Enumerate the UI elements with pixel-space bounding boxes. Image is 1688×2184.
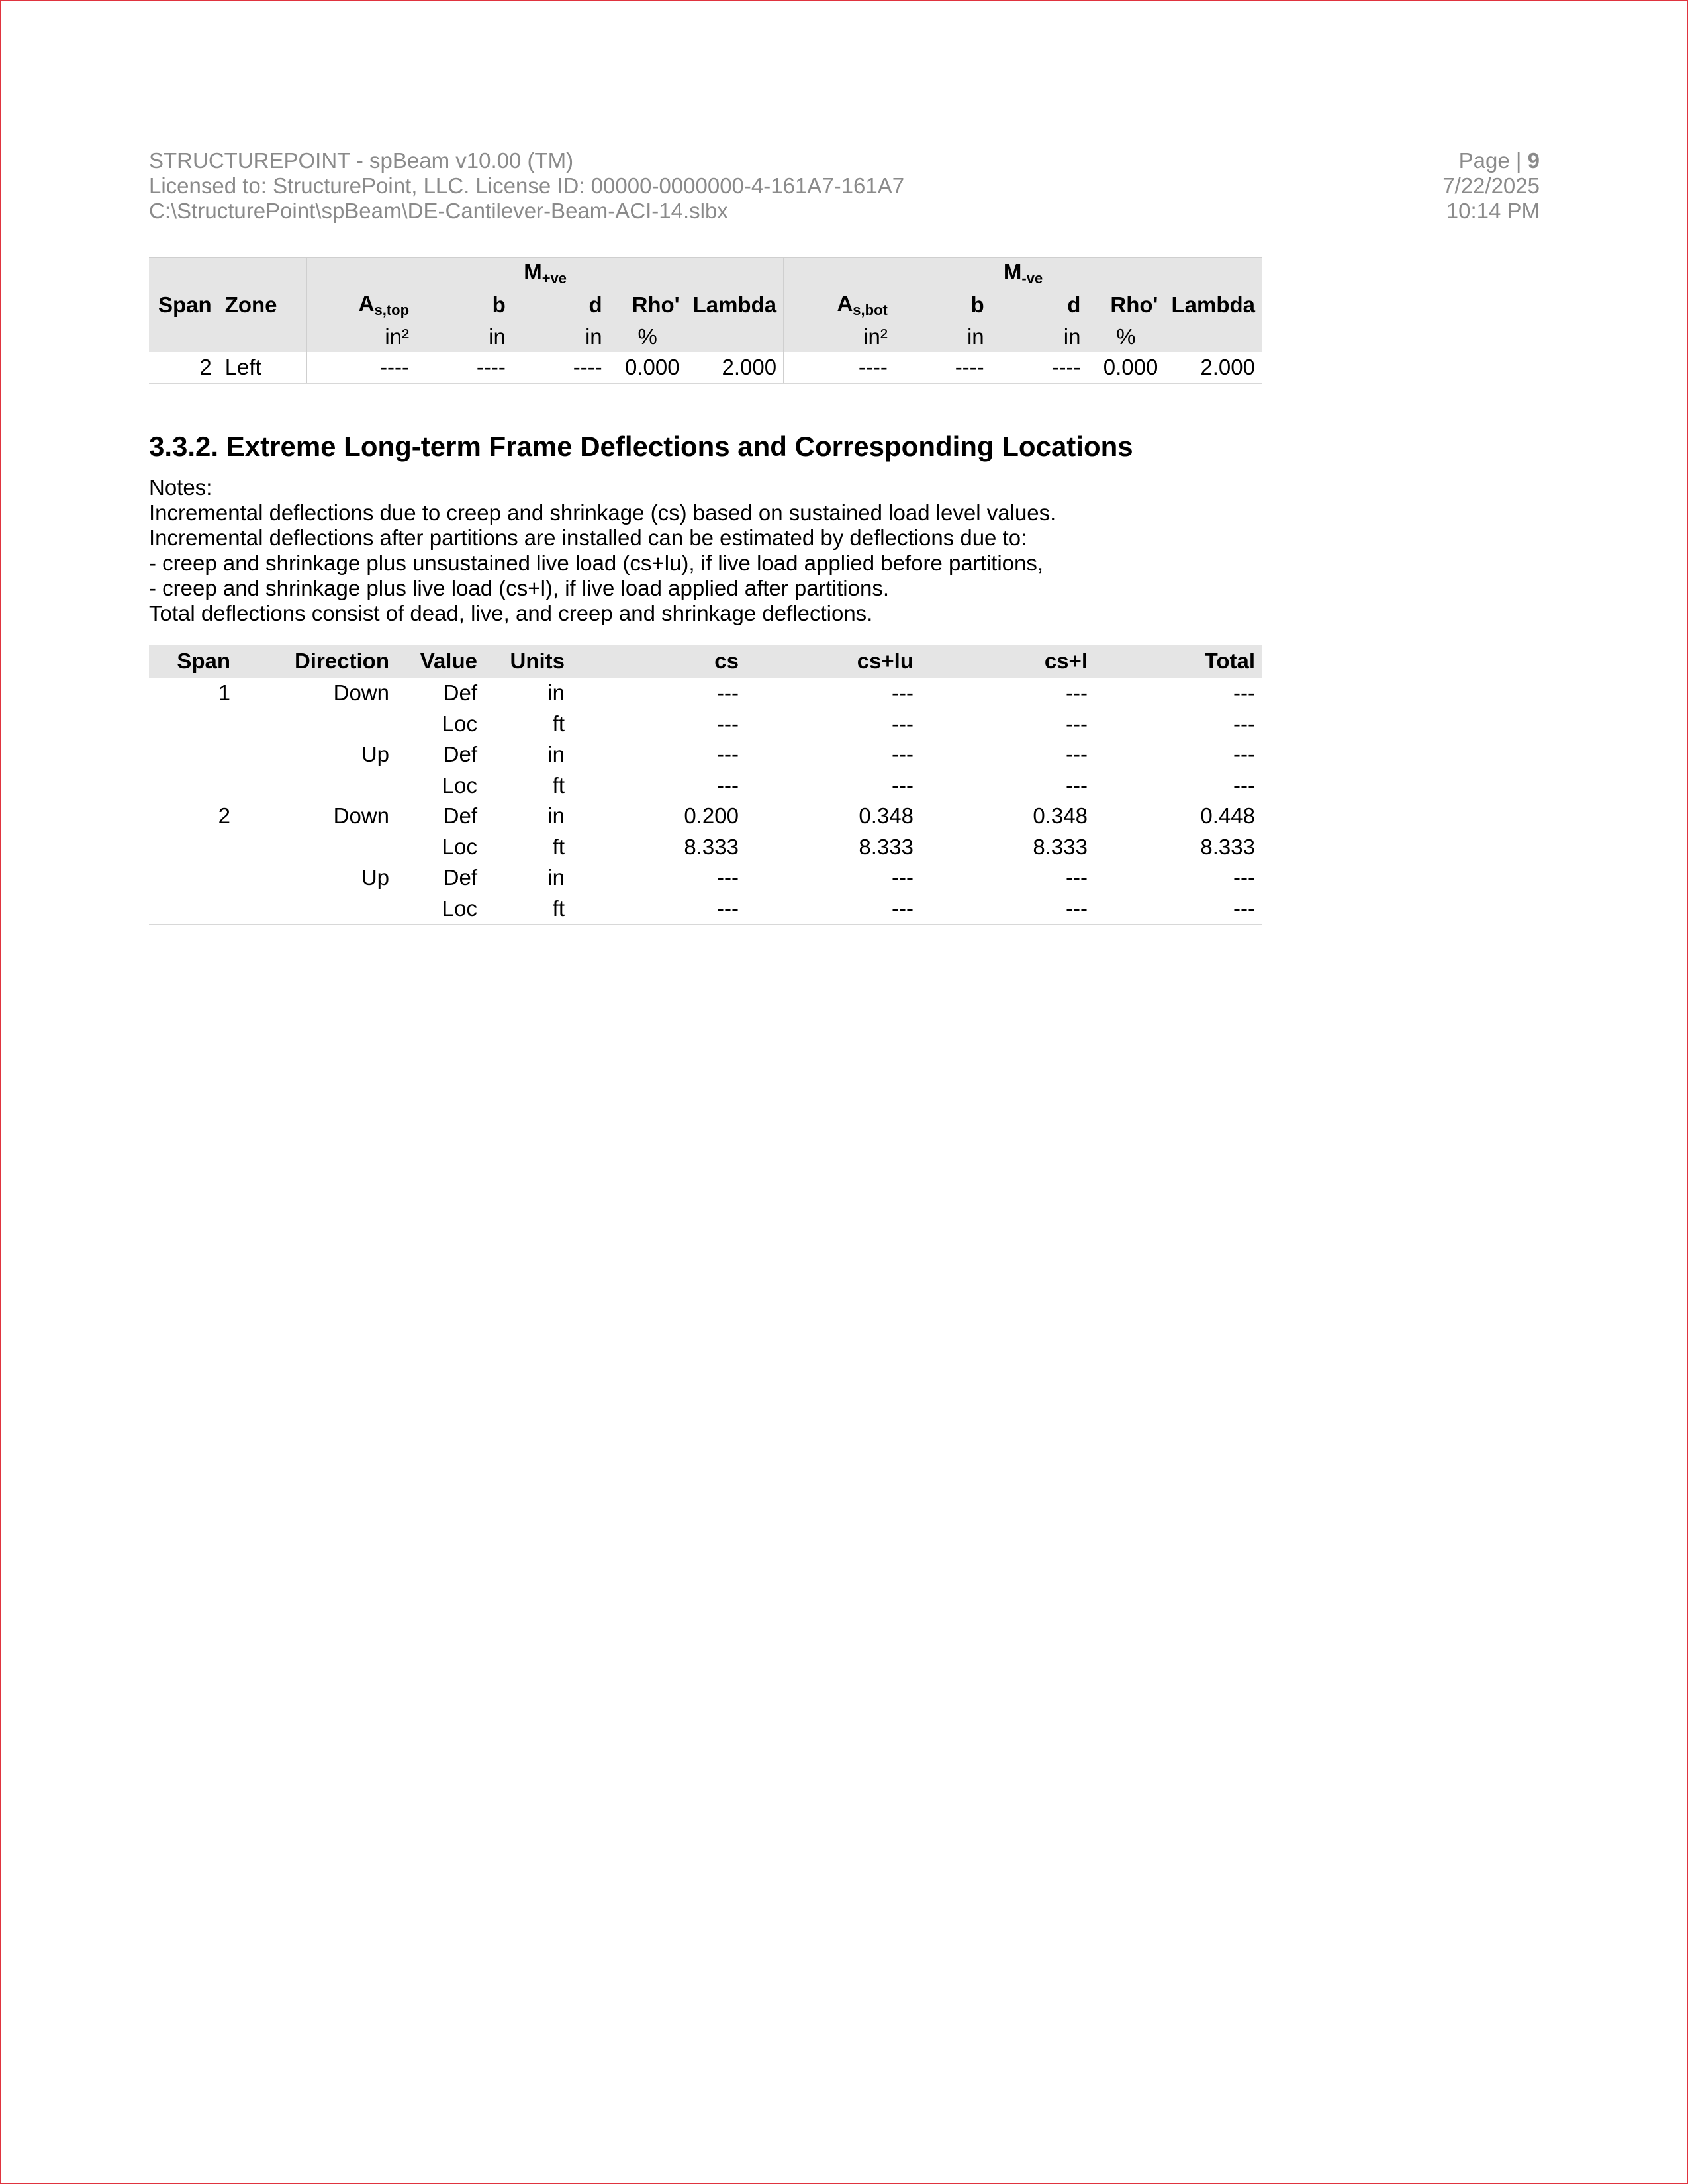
cell-cs-lu: 8.333: [859, 834, 914, 859]
cell-pos-b: ----: [416, 352, 512, 383]
cell-pos-lambda: 2.000: [686, 352, 784, 383]
cell-cs: ---: [717, 742, 739, 767]
cell-total: ---: [1094, 893, 1262, 925]
cell-direction: [237, 709, 396, 740]
page-number: 9: [1527, 148, 1540, 173]
unit-label: in: [894, 322, 991, 352]
cell-span: [149, 709, 237, 740]
cell-cs: 0.200: [684, 803, 739, 829]
cell-cs-lu: ---: [892, 711, 914, 736]
cell-cs-l: ---: [1066, 680, 1088, 705]
header-license: Licensed to: StructurePoint, LLC. License ID: 00000-0000000-4-161A7-161A7: [149, 173, 905, 198]
col-header-units: Units: [484, 645, 571, 678]
cell-cs-lu: ---: [892, 680, 914, 705]
cell-direction: [237, 832, 396, 863]
col-header-direction: Direction: [237, 645, 396, 678]
section-title: 3.3.2. Extreme Long-term Frame Deflections and Corresponding Locations: [149, 431, 1133, 462]
table-row: [149, 739, 1262, 770]
cell-units: in: [547, 865, 565, 890]
cell-neg-d: ----: [991, 352, 1088, 383]
cell-value: Loc: [442, 772, 477, 797]
cell-span: [149, 893, 237, 925]
cell-pos-as: ----: [306, 352, 416, 383]
cell-total: ---: [1233, 711, 1255, 736]
cell-direction: Up: [361, 865, 389, 890]
cell-pos-rho: 0.000: [609, 352, 686, 383]
note-line: Incremental deflections after partitions are installed can be estimated by deflections due to:: [149, 525, 1027, 550]
col-header-as-top: $A_{s,top}$: [306, 289, 416, 322]
page-number-line: [1442, 148, 1540, 173]
cell-cs-l: ---: [1066, 711, 1088, 736]
cell-cs: ---: [717, 711, 739, 736]
cell-span: [149, 862, 237, 893]
table-row: [149, 770, 1262, 801]
page-label: Page |: [1458, 148, 1528, 173]
cell-value: Def: [443, 865, 477, 890]
col-header-cs: cs: [571, 645, 745, 678]
cell-cs-lu: ---: [745, 893, 920, 925]
cell-span: [149, 832, 237, 863]
col-header-d: d: [991, 289, 1088, 322]
report-date: 7/22/2025: [1442, 173, 1540, 198]
cell-cs-lu: ---: [892, 772, 914, 797]
table-row: [149, 678, 1262, 709]
cell-neg-rho: 0.000: [1087, 352, 1164, 383]
table-row: [149, 352, 1262, 383]
cell-total: 8.333: [1200, 834, 1255, 859]
notes-block: [149, 475, 1056, 626]
unit-label: in: [416, 322, 512, 352]
col-header-cs-lu: cs+lu: [745, 645, 920, 678]
cell-direction: Down: [333, 803, 389, 829]
cell-total: ---: [1233, 742, 1255, 767]
group-header-positive-moment: $M_{+ve}$: [306, 257, 784, 289]
cell-units: in: [547, 742, 565, 767]
deflection-table: [149, 645, 1262, 925]
unit-label: in: [991, 322, 1088, 352]
table-row: [149, 832, 1262, 863]
cell-total: ---: [1233, 680, 1255, 705]
table-row: [149, 709, 1262, 740]
note-line: Total deflections consist of dead, live, and creep and shrinkage deflections.: [149, 601, 873, 625]
cell-cs: ---: [717, 865, 739, 890]
cell-units: ft: [552, 772, 565, 797]
cell-value: Loc: [442, 834, 477, 859]
col-header-zone: Zone: [218, 289, 306, 322]
header-file-path: C:\StructurePoint\spBeam\DE-Cantilever-Beam-ACI-14.slbx: [149, 199, 728, 223]
report-time: 10:14 PM: [1446, 199, 1540, 223]
table-row: [149, 801, 1262, 832]
cell-units: ft: [552, 834, 565, 859]
cell-span: [149, 739, 237, 770]
reinforcement-table: [149, 257, 1262, 384]
cell-cs-l: ---: [1066, 772, 1088, 797]
col-header-value: Value: [396, 645, 484, 678]
cell-cs: 8.333: [684, 834, 739, 859]
note-line: - creep and shrinkage plus live load (cs+l), if live load applied after partitions.: [149, 576, 890, 600]
page-info: [1442, 148, 1540, 224]
table-row: [149, 893, 1262, 925]
cell-span: [149, 770, 237, 801]
table-row: [149, 862, 1262, 893]
col-header-lambda: Lambda: [686, 289, 784, 322]
col-header-b: b: [894, 289, 991, 322]
col-header-total: Total: [1094, 645, 1262, 678]
cell-cs: ---: [571, 893, 745, 925]
col-header-cs-l: cs+l: [920, 645, 1094, 678]
cell-value: Loc: [396, 893, 484, 925]
cell-units: ft: [552, 711, 565, 736]
cell-neg-as: ----: [784, 352, 894, 383]
unit-label: %: [1087, 322, 1164, 352]
col-header-lambda: Lambda: [1164, 289, 1262, 322]
group-header-negative-moment: $M_{-ve}$: [784, 257, 1262, 289]
notes-label: Notes:: [149, 475, 212, 500]
col-header-b: b: [416, 289, 512, 322]
unit-label: in: [512, 322, 609, 352]
cell-span: 1: [218, 680, 230, 705]
cell-units: in: [547, 803, 565, 829]
col-header-span: Span: [149, 289, 218, 322]
cell-direction: [237, 770, 396, 801]
cell-value: Loc: [442, 711, 477, 736]
cell-cs-l: ---: [920, 893, 1094, 925]
cell-value: Def: [443, 742, 477, 767]
cell-cs-l: 0.348: [1033, 803, 1088, 829]
cell-cs-l: 8.333: [1033, 834, 1088, 859]
note-line: - creep and shrinkage plus unsustained live load (cs+lu), if live load applied before partitions,: [149, 551, 1044, 575]
cell-value: Def: [443, 803, 477, 829]
unit-label: in²: [306, 322, 416, 352]
cell-units: ft: [484, 893, 571, 925]
cell-units: in: [547, 680, 565, 705]
cell-zone: Left: [218, 352, 306, 383]
report-header: [149, 148, 904, 224]
cell-cs-lu: ---: [892, 865, 914, 890]
col-header-span: Span: [149, 645, 237, 678]
cell-total: ---: [1233, 865, 1255, 890]
note-line: Incremental deflections due to creep and shrinkage (cs) based on sustained load level values.: [149, 500, 1056, 525]
col-header-rho: Rho': [609, 289, 686, 322]
cell-value: Def: [443, 680, 477, 705]
cell-total: 0.448: [1200, 803, 1255, 829]
cell-span: 2: [218, 803, 230, 829]
cell-span: 2: [149, 352, 218, 383]
col-header-d: d: [512, 289, 609, 322]
cell-cs: ---: [717, 680, 739, 705]
cell-neg-b: ----: [894, 352, 991, 383]
cell-pos-d: ----: [512, 352, 609, 383]
header-program: STRUCTUREPOINT - spBeam v10.00 (TM): [149, 148, 574, 173]
cell-cs-lu: 0.348: [859, 803, 914, 829]
unit-label: %: [609, 322, 686, 352]
cell-direction: Down: [333, 680, 389, 705]
table-header-row: [149, 645, 1262, 678]
cell-total: ---: [1233, 772, 1255, 797]
col-header-rho: Rho': [1087, 289, 1164, 322]
cell-direction: [237, 893, 396, 925]
cell-cs-lu: ---: [892, 742, 914, 767]
cell-cs-l: ---: [1066, 742, 1088, 767]
unit-label: in²: [784, 322, 894, 352]
cell-cs-l: ---: [1066, 865, 1088, 890]
cell-direction: Up: [361, 742, 389, 767]
cell-cs: ---: [717, 772, 739, 797]
col-header-as-bot: $A_{s,bot}$: [784, 289, 894, 322]
cell-neg-lambda: 2.000: [1164, 352, 1262, 383]
